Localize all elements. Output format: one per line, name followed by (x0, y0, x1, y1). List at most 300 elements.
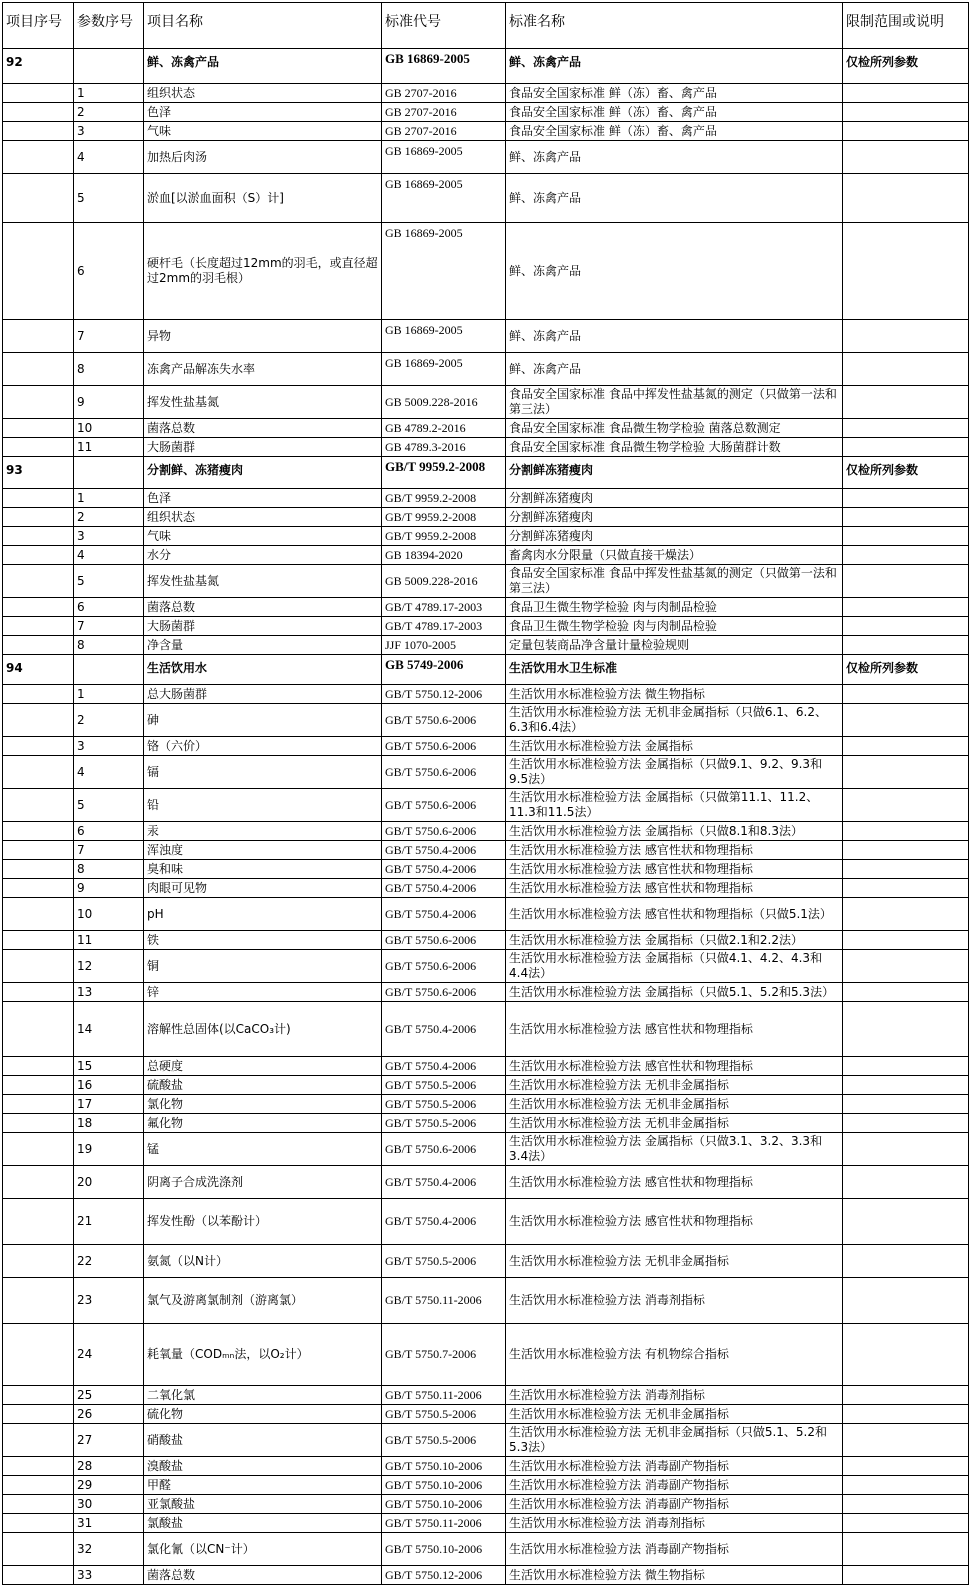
table-row (3, 841, 969, 860)
table-row (3, 84, 969, 103)
cell-scope-note (843, 1386, 969, 1405)
cell-standard-name: 生活饮用水标准检验方法 金属指标（只做第11.1、11.2、11.3和11.5法） (506, 789, 843, 822)
cell-standard-code: GB/T 9959.2-2008 (382, 457, 506, 489)
cell-param-no: 3 (74, 122, 144, 141)
cell-scope-note (843, 685, 969, 704)
cell-scope-note (843, 1424, 969, 1457)
table-row (3, 103, 969, 122)
cell-param-no: 31 (74, 1514, 144, 1533)
cell-scope-note (843, 1245, 969, 1278)
table-row (3, 1199, 969, 1245)
cell-param-no: 18 (74, 1114, 144, 1133)
cell-item-name: 菌落总数 (144, 598, 382, 617)
cell-standard-name: 生活饮用水标准检验方法 感官性状和物理指标 (506, 1166, 843, 1199)
cell-param-no: 13 (74, 983, 144, 1002)
cell-scope-note (843, 320, 969, 353)
cell-standard-code: GB/T 5750.6-2006 (382, 1133, 506, 1166)
cell-standard-name: 生活饮用水标准检验方法 金属指标（只做9.1、9.2、9.3和9.5法） (506, 756, 843, 789)
cell-standard-name: 食品安全国家标准 食品中挥发性盐基氮的测定（只做第一法和第三法） (506, 386, 843, 419)
cell-item-no (3, 489, 74, 508)
cell-scope-note (843, 122, 969, 141)
cell-standard-code: GB 16869-2005 (382, 174, 506, 223)
cell-scope-note (843, 822, 969, 841)
cell-standard-code: GB/T 5750.5-2006 (382, 1424, 506, 1457)
table-row (3, 122, 969, 141)
standards-table (2, 2, 969, 1585)
table-row (3, 1245, 969, 1278)
cell-item-name: 分割鲜、冻猪瘦肉 (144, 457, 382, 489)
cell-param-no: 3 (74, 527, 144, 546)
cell-scope-note (843, 438, 969, 457)
cell-standard-name: 分割鲜冻猪瘦肉 (506, 457, 843, 489)
cell-scope-note (843, 1057, 969, 1076)
cell-standard-code: GB/T 5750.7-2006 (382, 1324, 506, 1386)
cell-scope-note (843, 489, 969, 508)
cell-item-name: 总硬度 (144, 1057, 382, 1076)
cell-standard-code: GB/T 5750.11-2006 (382, 1514, 506, 1533)
table-row (3, 1386, 969, 1405)
cell-standard-code: GB/T 5750.12-2006 (382, 1566, 506, 1585)
cell-scope-note (843, 1324, 969, 1386)
cell-param-no: 1 (74, 489, 144, 508)
cell-item-no (3, 103, 74, 122)
table-row (3, 756, 969, 789)
cell-scope-note (843, 546, 969, 565)
cell-param-no: 17 (74, 1095, 144, 1114)
cell-standard-name: 生活饮用水标准检验方法 无机非金属指标 (506, 1076, 843, 1095)
cell-item-no (3, 353, 74, 386)
cell-standard-code: GB 18394-2020 (382, 546, 506, 565)
header-row (3, 3, 969, 49)
cell-item-no (3, 756, 74, 789)
cell-scope-note (843, 565, 969, 598)
cell-item-no (3, 860, 74, 879)
cell-item-name: 异物 (144, 320, 382, 353)
cell-param-no: 10 (74, 898, 144, 931)
table-row (3, 1166, 969, 1199)
cell-param-no: 1 (74, 84, 144, 103)
cell-param-no: 28 (74, 1457, 144, 1476)
cell-standard-code: GB/T 5750.6-2006 (382, 704, 506, 737)
table-row (3, 1002, 969, 1057)
cell-standard-code: GB/T 5750.5-2006 (382, 1076, 506, 1095)
cell-scope-note (843, 84, 969, 103)
cell-param-no: 8 (74, 636, 144, 655)
cell-item-name: 镉 (144, 756, 382, 789)
cell-standard-code: GB/T 9959.2-2008 (382, 527, 506, 546)
table-row (3, 565, 969, 598)
cell-scope-note (843, 879, 969, 898)
cell-standard-name: 生活饮用水标准检验方法 无机非金属指标（只做5.1、5.2和5.3法） (506, 1424, 843, 1457)
cell-param-no: 4 (74, 141, 144, 174)
cell-item-name: 组织状态 (144, 508, 382, 527)
cell-standard-name: 生活饮用水标准检验方法 金属指标（只做2.1和2.2法） (506, 931, 843, 950)
table-row (3, 737, 969, 756)
cell-param-no: 29 (74, 1476, 144, 1495)
cell-param-no: 15 (74, 1057, 144, 1076)
cell-item-name: 铅 (144, 789, 382, 822)
cell-item-no (3, 1386, 74, 1405)
table-row (3, 527, 969, 546)
cell-item-name: 挥发性盐基氮 (144, 565, 382, 598)
cell-item-name: 氟化物 (144, 1114, 382, 1133)
cell-scope-note (843, 1114, 969, 1133)
cell-item-no (3, 1095, 74, 1114)
cell-standard-code: GB/T 5750.6-2006 (382, 822, 506, 841)
cell-scope-note (843, 1095, 969, 1114)
cell-standard-code: GB/T 5750.10-2006 (382, 1533, 506, 1566)
cell-item-no (3, 598, 74, 617)
table-row (3, 822, 969, 841)
cell-standard-name: 鲜、冻禽产品 (506, 320, 843, 353)
cell-item-no (3, 1076, 74, 1095)
cell-item-no (3, 84, 74, 103)
cell-standard-name: 食品卫生微生物学检验 肉与肉制品检验 (506, 598, 843, 617)
cell-standard-name: 生活饮用水标准检验方法 金属指标（只做8.1和8.3法） (506, 822, 843, 841)
cell-item-no (3, 1324, 74, 1386)
cell-standard-code: GB/T 5750.4-2006 (382, 841, 506, 860)
cell-item-name: 加热后肉汤 (144, 141, 382, 174)
cell-standard-name: 食品安全国家标准 食品中挥发性盐基氮的测定（只做第一法和第三法） (506, 565, 843, 598)
cell-standard-name: 生活饮用水标准检验方法 消毒副产物指标 (506, 1533, 843, 1566)
cell-standard-name: 食品安全国家标准 鲜（冻）畜、禽产品 (506, 84, 843, 103)
cell-item-name: 总大肠菌群 (144, 685, 382, 704)
cell-item-name: 氯气及游离氯制剂（游离氯） (144, 1278, 382, 1324)
table-row (3, 685, 969, 704)
table-row (3, 636, 969, 655)
cell-standard-name: 生活饮用水标准检验方法 消毒剂指标 (506, 1278, 843, 1324)
cell-item-name: 氯化氰（以CN⁻计） (144, 1533, 382, 1566)
table-row (3, 1514, 969, 1533)
cell-item-no: 92 (3, 49, 74, 84)
cell-scope-note (843, 1476, 969, 1495)
cell-item-no: 94 (3, 655, 74, 685)
cell-standard-code: GB/T 5750.11-2006 (382, 1386, 506, 1405)
cell-scope-note (843, 419, 969, 438)
cell-param-no: 23 (74, 1278, 144, 1324)
cell-item-name: 挥发性盐基氮 (144, 386, 382, 419)
cell-item-name: 浑浊度 (144, 841, 382, 860)
cell-standard-name: 生活饮用水标准检验方法 消毒剂指标 (506, 1386, 843, 1405)
cell-item-name: 铜 (144, 950, 382, 983)
cell-item-no (3, 565, 74, 598)
cell-item-name: 挥发性酚（以苯酚计） (144, 1199, 382, 1245)
cell-scope-note (843, 636, 969, 655)
cell-standard-name: 分割鲜冻猪瘦肉 (506, 508, 843, 527)
cell-param-no: 5 (74, 789, 144, 822)
cell-standard-code: GB/T 5750.5-2006 (382, 1245, 506, 1278)
cell-item-name: 氯酸盐 (144, 1514, 382, 1533)
cell-scope-note (843, 1514, 969, 1533)
cell-item-no (3, 704, 74, 737)
cell-standard-code: GB 16869-2005 (382, 141, 506, 174)
cell-param-no: 12 (74, 950, 144, 983)
cell-standard-name: 定量包装商品净含量计量检验规则 (506, 636, 843, 655)
cell-standard-name: 食品卫生微生物学检验 肉与肉制品检验 (506, 617, 843, 636)
cell-standard-name: 生活饮用水标准检验方法 感官性状和物理指标 (506, 841, 843, 860)
table-row (3, 879, 969, 898)
cell-standard-code: GB/T 5750.6-2006 (382, 931, 506, 950)
cell-item-name: 溶解性总固体(以CaCO₃计) (144, 1002, 382, 1057)
cell-scope-note (843, 527, 969, 546)
cell-standard-name: 生活饮用水标准检验方法 有机物综合指标 (506, 1324, 843, 1386)
cell-standard-name: 生活饮用水标准检验方法 消毒副产物指标 (506, 1457, 843, 1476)
cell-scope-note (843, 1166, 969, 1199)
cell-param-no: 2 (74, 508, 144, 527)
cell-standard-code: GB/T 5750.10-2006 (382, 1457, 506, 1476)
table-row (3, 419, 969, 438)
cell-scope-note: 仅检所列参数 (843, 49, 969, 84)
cell-standard-name: 生活饮用水标准检验方法 金属指标 (506, 737, 843, 756)
cell-item-name: 二氧化氯 (144, 1386, 382, 1405)
cell-item-name: 溴酸盐 (144, 1457, 382, 1476)
cell-standard-code: GB/T 5750.6-2006 (382, 756, 506, 789)
cell-standard-code: GB/T 5750.4-2006 (382, 898, 506, 931)
cell-standard-name: 生活饮用水标准检验方法 无机非金属指标 (506, 1114, 843, 1133)
cell-item-name: 净含量 (144, 636, 382, 655)
cell-item-name: 汞 (144, 822, 382, 841)
cell-param-no: 22 (74, 1245, 144, 1278)
cell-param-no: 6 (74, 822, 144, 841)
cell-param-no: 25 (74, 1386, 144, 1405)
table-row (3, 1533, 969, 1566)
cell-item-no (3, 617, 74, 636)
cell-param-no: 24 (74, 1324, 144, 1386)
cell-standard-name: 食品安全国家标准 鲜（冻）畜、禽产品 (506, 103, 843, 122)
cell-item-no: 93 (3, 457, 74, 489)
cell-item-no (3, 320, 74, 353)
cell-standard-code: GB/T 5750.10-2006 (382, 1495, 506, 1514)
table-row (3, 1057, 969, 1076)
table-row (3, 386, 969, 419)
cell-standard-name: 鲜、冻禽产品 (506, 353, 843, 386)
cell-scope-note (843, 1076, 969, 1095)
cell-scope-note (843, 1278, 969, 1324)
cell-param-no (74, 457, 144, 489)
cell-item-name: 氯化物 (144, 1095, 382, 1114)
cell-item-no (3, 1166, 74, 1199)
cell-item-name: 大肠菌群 (144, 617, 382, 636)
cell-standard-code: JJF 1070-2005 (382, 636, 506, 655)
cell-scope-note (843, 737, 969, 756)
cell-scope-note: 仅检所列参数 (843, 457, 969, 489)
cell-item-no (3, 983, 74, 1002)
cell-standard-name: 食品安全国家标准 食品微生物学检验 大肠菌群计数 (506, 438, 843, 457)
cell-item-no (3, 1245, 74, 1278)
cell-item-name: 锰 (144, 1133, 382, 1166)
cell-item-name: 臭和味 (144, 860, 382, 879)
cell-item-no (3, 1199, 74, 1245)
cell-item-no (3, 1495, 74, 1514)
cell-param-no: 1 (74, 685, 144, 704)
cell-scope-note (843, 704, 969, 737)
cell-item-name: 阴离子合成洗涤剂 (144, 1166, 382, 1199)
cell-standard-name: 分割鲜冻猪瘦肉 (506, 489, 843, 508)
cell-item-no (3, 508, 74, 527)
cell-standard-code: GB/T 4789.17-2003 (382, 617, 506, 636)
table-row (3, 1114, 969, 1133)
table-row (3, 898, 969, 931)
cell-param-no: 33 (74, 1566, 144, 1585)
cell-param-no: 2 (74, 103, 144, 122)
cell-item-no (3, 879, 74, 898)
cell-standard-name: 生活饮用水标准检验方法 微生物指标 (506, 1566, 843, 1585)
cell-standard-code: GB 16869-2005 (382, 320, 506, 353)
cell-item-no (3, 419, 74, 438)
cell-param-no: 9 (74, 386, 144, 419)
cell-item-no (3, 1424, 74, 1457)
cell-standard-name: 生活饮用水标准检验方法 消毒副产物指标 (506, 1476, 843, 1495)
cell-item-no (3, 141, 74, 174)
cell-item-name: 水分 (144, 546, 382, 565)
cell-standard-code: GB 2707-2016 (382, 84, 506, 103)
cell-item-name: 生活饮用水 (144, 655, 382, 685)
cell-item-name: 砷 (144, 704, 382, 737)
cell-item-name: 铁 (144, 931, 382, 950)
cell-standard-name: 生活饮用水标准检验方法 感官性状和物理指标 (506, 1057, 843, 1076)
cell-scope-note (843, 950, 969, 983)
cell-param-no: 26 (74, 1405, 144, 1424)
table-group-row (3, 655, 969, 685)
cell-item-name: 硫化物 (144, 1405, 382, 1424)
cell-scope-note (843, 103, 969, 122)
table-row (3, 141, 969, 174)
cell-item-name: 冻禽产品解冻失水率 (144, 353, 382, 386)
cell-param-no: 14 (74, 1002, 144, 1057)
cell-standard-code: GB/T 9959.2-2008 (382, 489, 506, 508)
cell-standard-name: 鲜、冻禽产品 (506, 141, 843, 174)
table-row (3, 983, 969, 1002)
header-param-no: 参数序号 (74, 3, 144, 49)
cell-param-no: 7 (74, 320, 144, 353)
cell-standard-code: GB 2707-2016 (382, 122, 506, 141)
cell-param-no: 4 (74, 756, 144, 789)
cell-item-name: 锌 (144, 983, 382, 1002)
cell-standard-name: 生活饮用水标准检验方法 无机非金属指标 (506, 1405, 843, 1424)
cell-standard-code: GB 4789.2-2016 (382, 419, 506, 438)
standards-table-sheet (2, 2, 969, 1585)
cell-param-no: 11 (74, 931, 144, 950)
cell-scope-note (843, 1199, 969, 1245)
cell-item-no (3, 898, 74, 931)
table-row (3, 546, 969, 565)
cell-item-no (3, 1278, 74, 1324)
table-row (3, 1424, 969, 1457)
cell-item-name: 菌落总数 (144, 419, 382, 438)
cell-item-no (3, 685, 74, 704)
table-row (3, 1076, 969, 1095)
cell-item-name: 气味 (144, 122, 382, 141)
cell-standard-name: 生活饮用水标准检验方法 消毒剂指标 (506, 1514, 843, 1533)
cell-standard-name: 生活饮用水标准检验方法 无机非金属指标 (506, 1245, 843, 1278)
cell-param-no: 10 (74, 419, 144, 438)
cell-item-no (3, 841, 74, 860)
cell-item-no (3, 1566, 74, 1585)
cell-standard-code: GB 16869-2005 (382, 223, 506, 320)
table-group-row (3, 49, 969, 84)
cell-param-no (74, 49, 144, 84)
cell-item-no (3, 950, 74, 983)
cell-item-name: 甲醛 (144, 1476, 382, 1495)
cell-item-no (3, 737, 74, 756)
cell-standard-name: 食品安全国家标准 食品微生物学检验 菌落总数测定 (506, 419, 843, 438)
cell-param-no (74, 655, 144, 685)
cell-standard-code: GB/T 5750.6-2006 (382, 737, 506, 756)
cell-scope-note (843, 141, 969, 174)
cell-standard-code: GB 5749-2006 (382, 655, 506, 685)
table-row (3, 1278, 969, 1324)
cell-standard-name: 生活饮用水标准检验方法 感官性状和物理指标 (506, 860, 843, 879)
cell-standard-code: GB 2707-2016 (382, 103, 506, 122)
cell-item-no (3, 789, 74, 822)
cell-item-name: 组织状态 (144, 84, 382, 103)
cell-standard-name: 鲜、冻禽产品 (506, 49, 843, 84)
table-row (3, 174, 969, 223)
cell-param-no: 20 (74, 1166, 144, 1199)
cell-param-no: 9 (74, 879, 144, 898)
cell-standard-name: 生活饮用水标准检验方法 微生物指标 (506, 685, 843, 704)
cell-item-no (3, 223, 74, 320)
cell-scope-note (843, 983, 969, 1002)
cell-scope-note (843, 898, 969, 931)
cell-item-no (3, 931, 74, 950)
cell-scope-note (843, 353, 969, 386)
table-row (3, 1324, 969, 1386)
cell-standard-name: 畜禽肉水分限量（只做直接干燥法） (506, 546, 843, 565)
cell-item-name: 硝酸盐 (144, 1424, 382, 1457)
cell-standard-code: GB/T 5750.5-2006 (382, 1114, 506, 1133)
cell-standard-name: 生活饮用水标准检验方法 消毒副产物指标 (506, 1495, 843, 1514)
table-row (3, 1405, 969, 1424)
table-row (3, 508, 969, 527)
table-row (3, 1476, 969, 1495)
cell-item-no (3, 1457, 74, 1476)
cell-item-no (3, 438, 74, 457)
header-item-name: 项目名称 (144, 3, 382, 49)
cell-param-no: 16 (74, 1076, 144, 1095)
cell-scope-note (843, 1495, 969, 1514)
cell-item-no (3, 1057, 74, 1076)
cell-item-no (3, 636, 74, 655)
cell-standard-name: 生活饮用水标准检验方法 感官性状和物理指标 (506, 1199, 843, 1245)
table-row (3, 704, 969, 737)
cell-scope-note (843, 789, 969, 822)
cell-standard-code: GB/T 9959.2-2008 (382, 508, 506, 527)
cell-item-no (3, 1133, 74, 1166)
cell-scope-note (843, 617, 969, 636)
cell-item-name: 亚氯酸盐 (144, 1495, 382, 1514)
cell-standard-code: GB 16869-2005 (382, 353, 506, 386)
table-row (3, 438, 969, 457)
cell-item-name: 气味 (144, 527, 382, 546)
table-row (3, 1095, 969, 1114)
cell-param-no: 6 (74, 598, 144, 617)
cell-standard-code: GB/T 5750.6-2006 (382, 789, 506, 822)
cell-param-no: 11 (74, 438, 144, 457)
cell-scope-note (843, 174, 969, 223)
cell-standard-name: 生活饮用水标准检验方法 无机非金属指标（只做6.1、6.2、6.3和6.4法） (506, 704, 843, 737)
cell-item-name: 色泽 (144, 103, 382, 122)
cell-item-name: 色泽 (144, 489, 382, 508)
cell-param-no: 7 (74, 841, 144, 860)
cell-item-name: 铬（六价） (144, 737, 382, 756)
cell-item-no (3, 386, 74, 419)
cell-param-no: 4 (74, 546, 144, 565)
table-row (3, 353, 969, 386)
cell-standard-code: GB/T 5750.5-2006 (382, 1095, 506, 1114)
cell-item-no (3, 546, 74, 565)
cell-scope-note (843, 1405, 969, 1424)
